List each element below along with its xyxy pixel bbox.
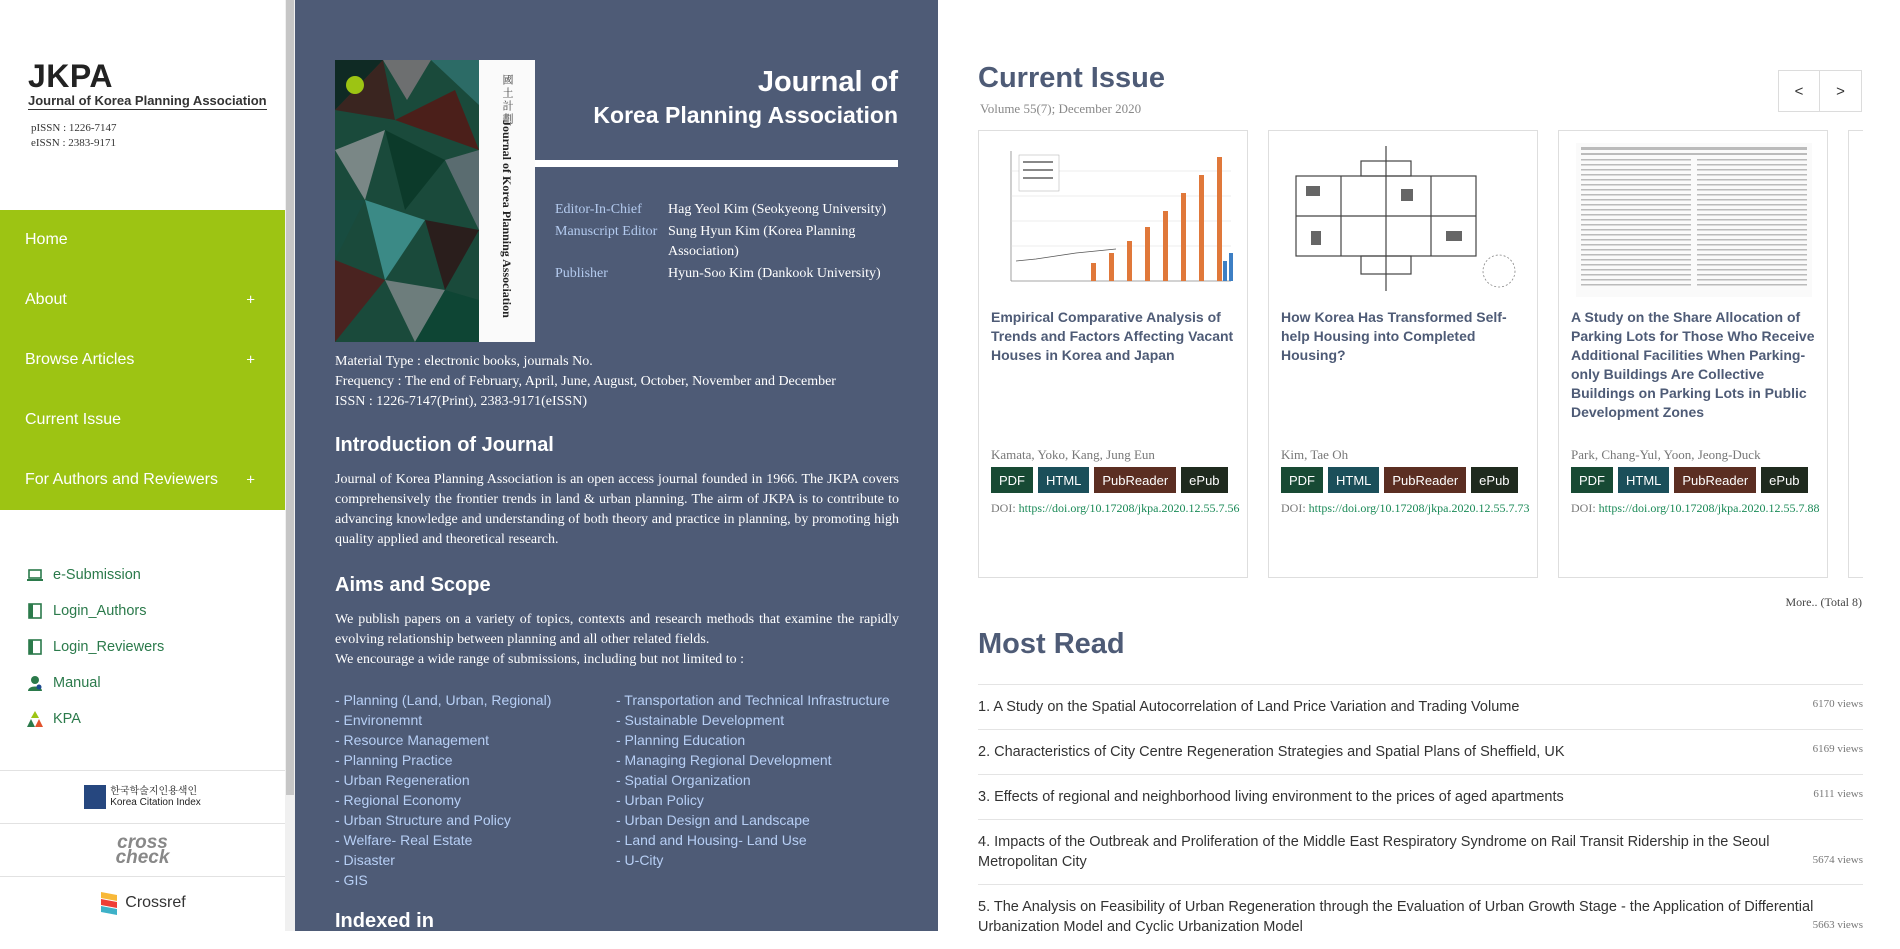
frequency: Frequency : The end of February, April, June, August, October, November and December xyxy=(335,374,836,389)
material-type: Material Type : electronic books, journals No. xyxy=(335,354,593,369)
view-count: 5663 views xyxy=(1812,919,1863,931)
topic-item[interactable]: - Regional Economy xyxy=(335,792,462,808)
more-articles-link[interactable]: More.. (Total 8) xyxy=(1785,595,1862,609)
link-label: Login_Reviewers xyxy=(53,639,165,655)
logo-title[interactable]: JKPA xyxy=(28,58,113,94)
aims-text xyxy=(335,610,899,670)
most-read-title-text[interactable]: 1. A Study on the Spatial Autocorrelation of Land Price Variation and Trading Volume xyxy=(978,699,1520,715)
article-card[interactable] xyxy=(1268,130,1538,578)
topic-item[interactable]: - Urban Design and Landscape xyxy=(616,812,810,828)
menu-item-home[interactable] xyxy=(0,210,285,270)
article-doi xyxy=(1281,501,1529,516)
topic-item[interactable]: - Disaster xyxy=(335,852,395,868)
most-read-item[interactable] xyxy=(978,729,1863,774)
menu-item-current-issue[interactable] xyxy=(0,390,285,450)
issn-line: ISSN : 1226-7147(Print), 2383-9171(eISSN) xyxy=(335,394,587,409)
topic-item[interactable]: - Spatial Organization xyxy=(616,772,751,788)
doi-link[interactable]: https://doi.org/10.17208/jkpa.2020.12.55.7.73 xyxy=(1308,501,1530,515)
laptop-icon xyxy=(26,566,44,584)
thumbnail-floorplan-figure xyxy=(1281,141,1527,299)
article-carousel xyxy=(978,130,1863,580)
most-read-title-text[interactable]: 3. Effects of regional and neighborhood living environment to the prices of aged apartments xyxy=(978,789,1564,805)
book-icon xyxy=(26,602,44,620)
pdf-button[interactable]: PDF xyxy=(1571,467,1613,493)
most-read-item[interactable] xyxy=(978,819,1863,884)
journal-info-panel xyxy=(295,0,938,931)
most-read-item[interactable] xyxy=(978,884,1863,949)
cover-geometric-pattern xyxy=(335,60,479,342)
link-label: e-Submission xyxy=(53,567,141,583)
editor-role: Editor-In-Chief xyxy=(555,202,642,217)
most-read-item[interactable] xyxy=(978,774,1863,819)
title-divider xyxy=(535,160,898,167)
link-kpa[interactable] xyxy=(26,701,164,737)
link-manual[interactable] xyxy=(26,665,164,701)
current-issue-title[interactable]: Current Issue xyxy=(978,62,1165,94)
most-read-list xyxy=(978,684,1863,949)
article-authors: Kim, Tae Oh xyxy=(1281,447,1349,462)
epub-button[interactable]: ePub xyxy=(1761,467,1807,493)
pdf-button[interactable]: PDF xyxy=(991,467,1033,493)
editor-role: Manuscript Editor xyxy=(555,224,658,239)
menu-item-label: For Authors and Reviewers xyxy=(25,471,218,488)
kci-logo[interactable] xyxy=(0,770,285,823)
topic-item[interactable]: - GIS xyxy=(335,872,368,888)
html-button[interactable]: HTML xyxy=(1618,467,1669,493)
crossref-logo[interactable] xyxy=(0,876,285,929)
carousel-nav xyxy=(1778,70,1862,112)
menu-item-label: Home xyxy=(25,231,68,248)
crosscheck-logo[interactable] xyxy=(0,823,285,876)
article-thumbnail[interactable] xyxy=(1571,141,1817,299)
editor-name: Hyun-Soo Kim (Dankook University) xyxy=(668,266,881,281)
article-thumbnail[interactable] xyxy=(991,141,1237,299)
user-icon xyxy=(26,674,44,692)
crosscheck-line2: check xyxy=(115,847,170,868)
most-read-item[interactable] xyxy=(978,684,1863,729)
indexed-heading: Indexed in xyxy=(335,910,434,931)
doi-label: DOI: xyxy=(1281,501,1306,515)
partner-logos xyxy=(0,770,285,929)
article-format-buttons xyxy=(991,467,1228,493)
quick-links xyxy=(26,557,164,737)
topic-item[interactable]: - Urban Regeneration xyxy=(335,772,470,788)
main-menu xyxy=(0,210,285,510)
editor-row xyxy=(555,264,898,284)
article-doi xyxy=(991,501,1239,516)
article-thumbnail[interactable] xyxy=(1281,141,1527,299)
scrollbar-thumb[interactable] xyxy=(286,0,294,795)
crosscheck-line1: cross xyxy=(117,832,168,853)
carousel-next-button[interactable]: > xyxy=(1820,70,1862,112)
menu-item-for-authors[interactable] xyxy=(0,450,285,510)
sidebar-scrollbar[interactable] xyxy=(285,0,295,931)
html-button[interactable]: HTML xyxy=(1038,467,1089,493)
topic-item[interactable]: - Resource Management xyxy=(335,732,490,748)
article-title[interactable]: How Korea Has Transformed Self-help Housing into Completed Housing? xyxy=(1281,309,1507,363)
expand-plus-icon[interactable]: + xyxy=(246,471,255,489)
kci-korean-text: 한국학술지인용색인 xyxy=(110,786,198,797)
topic-item[interactable]: - Land and Housing- Land Use xyxy=(616,832,807,848)
article-format-buttons xyxy=(1571,467,1808,493)
editor-name: Sung Hyun Kim (Korea Planning Association) xyxy=(668,224,856,259)
article-authors: Park, Chang-Yul, Yoon, Jeong-Duck xyxy=(1571,447,1761,462)
aims-heading: Aims and Scope xyxy=(335,574,491,596)
doi-link[interactable]: https://doi.org/10.17208/jkpa.2020.12.55.7.56 xyxy=(1018,501,1240,515)
expand-plus-icon[interactable]: + xyxy=(246,351,255,369)
cover-title-band xyxy=(479,60,535,342)
menu-item-label: Browse Articles xyxy=(25,351,135,368)
article-format-buttons xyxy=(1281,467,1518,493)
editor-row xyxy=(555,222,898,262)
topic-item[interactable]: - Sustainable Development xyxy=(616,712,785,728)
epub-button[interactable]: ePub xyxy=(1181,467,1227,493)
sidebar xyxy=(0,0,285,931)
topic-item[interactable]: - Planning (Land, Urban, Regional) xyxy=(335,692,552,708)
topic-item[interactable]: - Planning Education xyxy=(616,732,746,748)
journal-title-line1: Journal of xyxy=(757,66,898,98)
article-title[interactable]: Empirical Comparative Analysis of Trends and Factors Affecting Vacant Houses in Korea and Japan xyxy=(991,309,1234,363)
carousel-prev-button[interactable]: < xyxy=(1778,70,1820,112)
intro-text: Journal of Korea Planning Association is an open access journal founded in 1966. The JKPA covers comprehensively the frontier trends in land & urban planning. The airm of JKPA is to contribute to advancing knowledge and understanding of both theory and practice in planning, by promoting high quality applied and theoretical research. xyxy=(335,472,899,547)
pdf-button[interactable]: PDF xyxy=(1281,467,1323,493)
most-read-title-text[interactable]: 5. The Analysis on Feasibility of Urban Regeneration through the Evaluation of Urban Growth Stage - the Application of Differential Urbanization Model and Cyclic Urbanization Model xyxy=(978,899,1814,935)
journal-metadata xyxy=(335,352,836,412)
epub-button[interactable]: ePub xyxy=(1471,467,1517,493)
editor-name: Hag Yeol Kim (Seokyeong University) xyxy=(668,202,887,217)
link-login-reviewers[interactable] xyxy=(26,629,164,665)
link-e-submission[interactable] xyxy=(26,557,164,593)
article-authors: Kamata, Yoko, Kang, Jung Eun xyxy=(991,447,1155,462)
aims-text-2: We encourage a wide range of submissions, including but not limited to : xyxy=(335,652,745,667)
topic-item[interactable]: - Urban Structure and Policy xyxy=(335,812,511,828)
html-button[interactable]: HTML xyxy=(1328,467,1379,493)
link-label: Login_Authors xyxy=(53,603,147,619)
link-label: Manual xyxy=(53,675,101,691)
article-title[interactable]: A Study on the Share Allocation of Parking Lots for Those Who Receive Additional Facilities When Parking-only Buildings Are Collective Buildings on Parking Lots in Public Development Zones xyxy=(1571,309,1815,420)
editorial-info xyxy=(555,200,898,286)
editor-role: Publisher xyxy=(555,266,608,281)
topic-item[interactable]: - Managing Regional Development xyxy=(616,752,832,768)
link-label: KPA xyxy=(53,711,81,727)
cover-spine-title: Journal of Korea Planning Association xyxy=(500,120,514,318)
topic-item[interactable]: - Planning Practice xyxy=(335,752,453,768)
main-content xyxy=(938,0,1900,935)
article-doi xyxy=(1571,501,1819,516)
expand-plus-icon[interactable]: + xyxy=(246,291,255,309)
most-read-title: Most Read xyxy=(978,628,1125,660)
issue-volume: Volume 55(7); December 2020 xyxy=(980,101,1142,116)
pubreader-button[interactable]: PubReader xyxy=(1674,467,1756,493)
topic-item[interactable]: - Urban Policy xyxy=(616,792,704,808)
topic-item[interactable]: - Welfare- Real Estate xyxy=(335,832,473,848)
editor-row xyxy=(555,200,898,220)
view-count: 6170 views xyxy=(1812,698,1863,710)
most-read-title-text[interactable]: 2. Characteristics of City Centre Regeneration Strategies and Spatial Plans of Sheffield, UK xyxy=(978,744,1565,760)
menu-item-label: About xyxy=(25,291,67,308)
kci-mark-icon xyxy=(84,785,106,809)
menu-item-label: Current Issue xyxy=(25,411,122,428)
crossref-text: Crossref xyxy=(125,894,186,911)
topic-item[interactable]: - Transportation and Technical Infrastructure xyxy=(616,692,890,708)
doi-label: DOI: xyxy=(1571,501,1596,515)
book-icon xyxy=(26,638,44,656)
article-card[interactable] xyxy=(978,130,1248,578)
logo-subtitle[interactable]: Journal of Korea Planning Association xyxy=(28,93,267,108)
pubreader-button[interactable]: PubReader xyxy=(1384,467,1466,493)
article-card[interactable] xyxy=(1558,130,1828,578)
topics-left-list xyxy=(335,690,551,890)
view-count: 5674 views xyxy=(1812,854,1863,866)
thumbnail-bar-chart-figure xyxy=(991,141,1237,299)
pubreader-button[interactable]: PubReader xyxy=(1094,467,1176,493)
kci-english-text: Korea Citation Index xyxy=(110,797,201,808)
topic-item[interactable]: - Environemnt xyxy=(335,712,423,728)
intro-heading: Introduction of Journal xyxy=(335,434,554,456)
thumbnail-document-figure xyxy=(1571,141,1817,299)
kpa-logo-icon xyxy=(26,710,44,728)
link-login-authors[interactable] xyxy=(26,593,164,629)
journal-cover-image xyxy=(335,60,535,342)
journal-title-line2: Korea Planning Association xyxy=(593,102,898,128)
pissn-label: pISSN : 1226-7147 xyxy=(31,122,117,134)
menu-item-browse-articles[interactable] xyxy=(0,330,285,390)
view-count: 6169 views xyxy=(1812,743,1863,755)
doi-label: DOI: xyxy=(991,501,1016,515)
doi-link[interactable]: https://doi.org/10.17208/jkpa.2020.12.55.7.88 xyxy=(1598,501,1820,515)
menu-item-about[interactable] xyxy=(0,270,285,330)
crossref-mark-icon xyxy=(99,890,119,916)
eissn-label: eISSN : 2383-9171 xyxy=(31,137,116,149)
most-read-title-text[interactable]: 4. Impacts of the Outbreak and Proliferation of the Middle East Respiratory Syndrome on Rail Transit Ridership in the Seoul Metropolitan City xyxy=(978,834,1770,870)
article-card-partial[interactable] xyxy=(1848,130,1863,578)
topics-right-list xyxy=(616,690,890,870)
view-count: 6111 views xyxy=(1813,788,1863,800)
cover-korean-title: 國土計劃 xyxy=(501,74,513,126)
topic-item[interactable]: - U-City xyxy=(616,852,664,868)
aims-text-1: We publish papers on a variety of topics, contexts and research methods that examine the rapidly evolving relationship between planning and all other related fields. xyxy=(335,612,899,647)
